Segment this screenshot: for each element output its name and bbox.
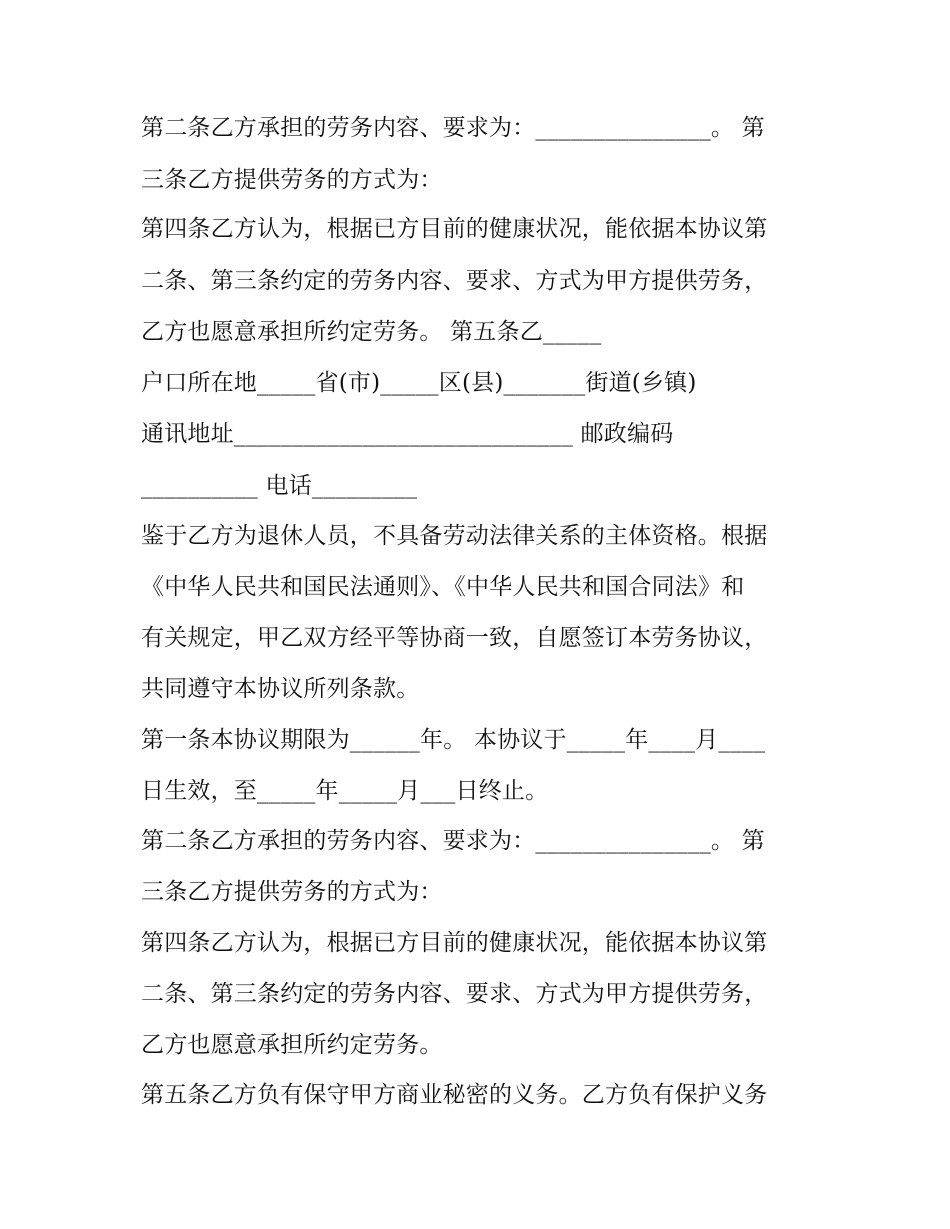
text-line: 通讯地址_____________________________ 邮政编码 xyxy=(141,421,674,447)
text-line: 第五条乙方负有保守甲方商业秘密的义务。乙方负有保护义务 xyxy=(141,1082,768,1108)
text-line: 三条乙方提供劳务的方式为： xyxy=(141,167,443,193)
text-line: 乙方也愿意承担所约定劳务。 第五条乙_____ xyxy=(141,319,602,345)
text-line: 第二条乙方承担的劳务内容、要求为：_______________。 第 xyxy=(141,828,765,854)
text-line: 第二条乙方承担的劳务内容、要求为：_______________。 第 xyxy=(141,115,765,141)
text-line: 三条乙方提供劳务的方式为： xyxy=(141,879,443,905)
text-line: 乙方也愿意承担所约定劳务。 xyxy=(141,1032,443,1058)
text-line: 鉴于乙方为退休人员，不具备劳动法律关系的主体资格。根据 xyxy=(141,523,768,549)
text-line: 第四条乙方认为，根据已方目前的健康状况，能依据本协议第 xyxy=(141,930,768,956)
text-line: 第四条乙方认为，根据已方目前的健康状况，能依据本协议第 xyxy=(141,216,768,242)
text-line: 共同遵守本协议所列条款。 xyxy=(141,676,420,702)
text-line: 第一条本协议期限为______年。 本协议于_____年____月____ xyxy=(141,727,766,753)
text-line: 日生效，至_____年_____月___日终止。 xyxy=(141,778,549,804)
text-line: 《中华人民共和国民法通则》、《中华人民共和国合同法》和 xyxy=(141,574,745,600)
text-line: __________ 电话_________ xyxy=(141,473,418,499)
text-line: 有关规定，甲乙双方经平等协商一致，自愿签订本劳务协议， xyxy=(141,625,768,651)
text-line: 二条、第三条约定的劳务内容、要求、方式为甲方提供劳务， xyxy=(141,268,768,294)
text-line: 户口所在地_____省(市)_____区(县)_______街道(乡镇) xyxy=(141,370,697,396)
text-line: 二条、第三条约定的劳务内容、要求、方式为甲方提供劳务， xyxy=(141,981,768,1007)
